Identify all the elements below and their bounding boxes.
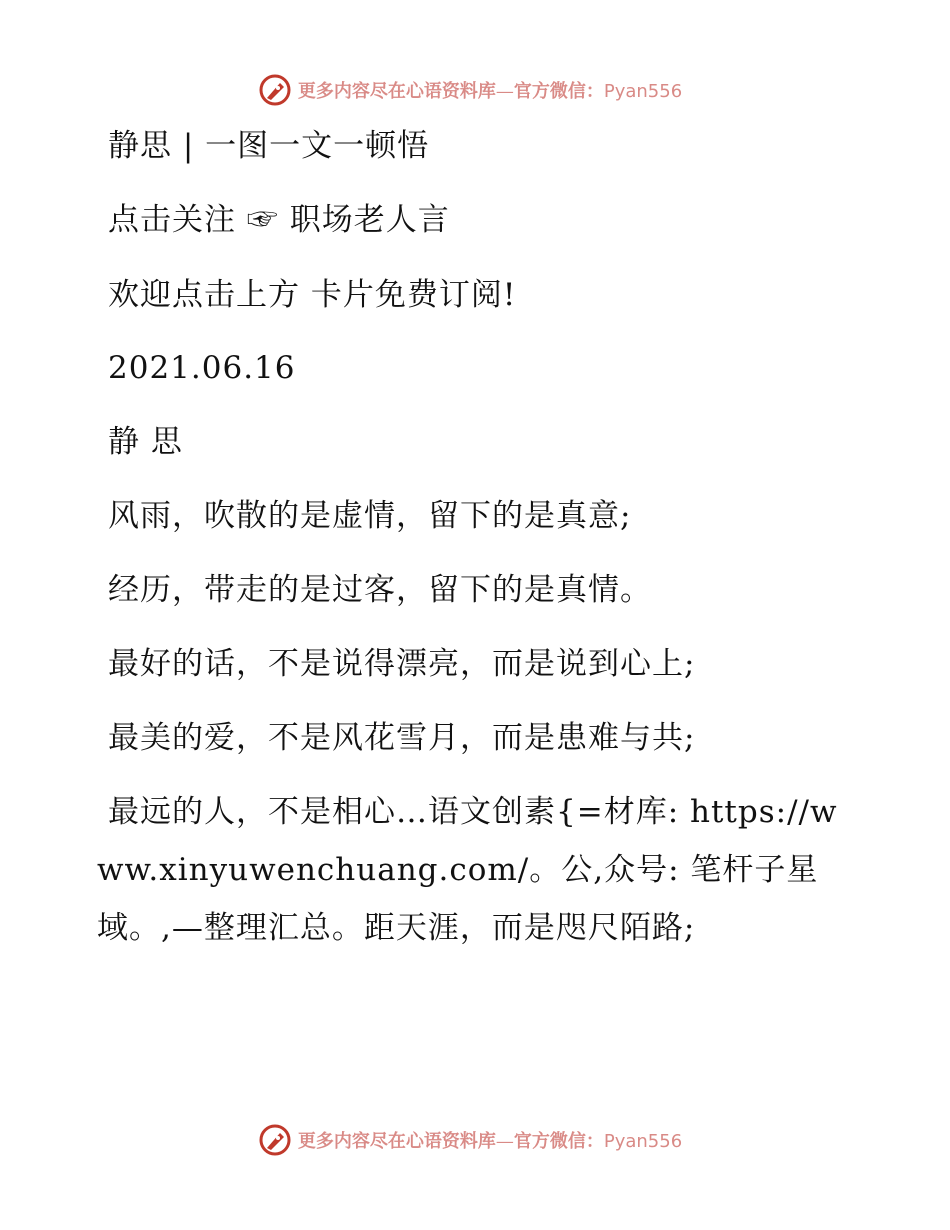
footer-banner [0, 1120, 950, 1160]
section-heading: 静 思 [108, 424, 183, 460]
header-banner-dash: — [495, 81, 514, 102]
header-banner-label: 官方微信： [513, 81, 604, 102]
footer-banner-inner [258, 1123, 682, 1157]
text-line: 经历，带走的是过客，留下的是真情。 [108, 572, 652, 608]
footer-banner-wechat-id: Pyan556 [603, 1131, 683, 1152]
footer-banner-dash: — [495, 1131, 514, 1152]
header-banner [0, 70, 950, 110]
last-paragraph [97, 783, 857, 957]
subscribe-line: 欢迎点击上方 卡片免费订阅! [108, 277, 517, 313]
footer-banner-text [298, 1127, 682, 1153]
header-banner-wechat-id: Pyan556 [603, 81, 683, 102]
fountain-pen-logo-icon [258, 73, 292, 107]
footer-banner-label: 官方微信： [513, 1131, 604, 1152]
text-line: 风雨，吹散的是虚情，留下的是真意; [108, 498, 632, 534]
date-line: 2021.06.16 [108, 350, 296, 386]
title-line: 静思 | 一图一文一顿悟 [108, 128, 430, 164]
text-line: 最好的话，不是说得漂亮，而是说到心上; [108, 646, 696, 682]
fountain-pen-logo-icon [258, 1123, 292, 1157]
header-banner-inner [258, 73, 682, 107]
header-banner-text [298, 77, 682, 103]
follow-line: 点击关注 ☞ 职场老人言 [108, 202, 450, 238]
footer-banner-title: 更多内容尽在心语资料库 [297, 1131, 496, 1152]
text-line: 最美的爱，不是风花雪月，而是患难与共; [108, 720, 696, 756]
last-paragraph-text: 最远的人，不是相心…语文创素{=材库: https://www.xinyuwenchuang.com/。公,众号: 笔杆子星域。,—整理汇总。距天涯，而是咫尺陌路; [97, 794, 838, 946]
header-banner-title: 更多内容尽在心语资料库 [297, 81, 496, 102]
